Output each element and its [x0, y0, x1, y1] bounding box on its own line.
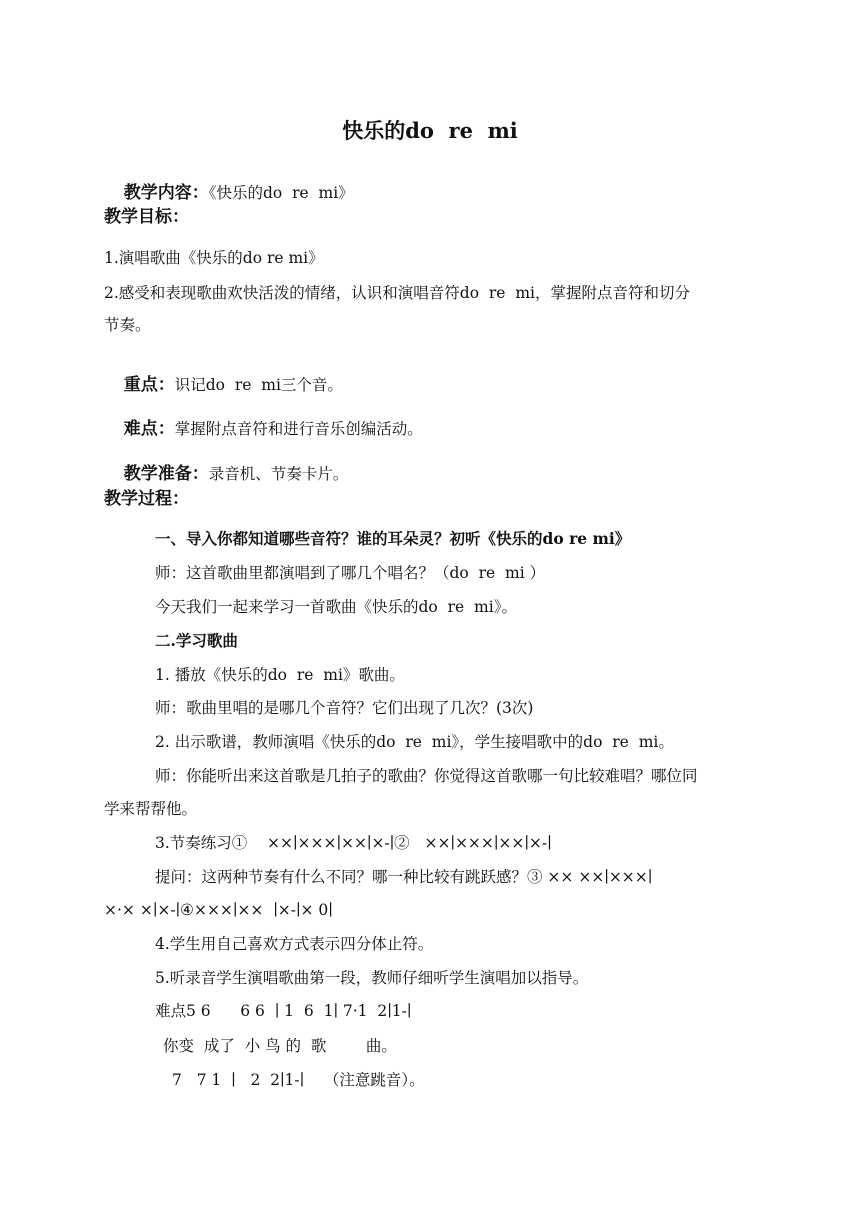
preparation-value: 录音机、节奏卡片。: [208, 465, 349, 483]
section-2-heading: 二.学习歌曲: [155, 631, 238, 650]
objective-item-1: 1.演唱歌曲《快乐的do re mi》: [104, 249, 324, 267]
process-line: 提问：这两种节奏有什么不同？哪一种比较有跳跃感？③ ×× ××∣×××∣: [155, 868, 653, 886]
difficulty-label: 难点：: [123, 419, 175, 439]
process-line: 师：歌曲里唱的是哪几个音符？它们出现了几次？(3次): [155, 699, 534, 717]
teaching-content-value: 《快乐的do re mi》: [208, 184, 354, 202]
process-line: 今天我们一起来学习一首歌曲《快乐的do re mi》。: [155, 598, 517, 616]
objective-item-2: 2.感受和表现歌曲欢快活泼的情绪，认识和演唱音符do re mi，掌握附点音符和切分: [104, 284, 690, 302]
process-line: 师：这首歌曲里都演唱到了哪几个唱名？（do re mi ）: [155, 564, 546, 582]
preparation-label: 教学准备：: [123, 464, 209, 484]
process-heading: 教学过程：: [104, 489, 189, 509]
rhythm-exercise-line: 3.节奏练习① ××∣×××∣××∣×-∣② ××∣×××∣××∣×-∣: [155, 834, 552, 852]
key-point-label: 重点：: [123, 375, 175, 395]
difficulty-value: 掌握附点音符和进行音乐创编活动。: [174, 420, 423, 438]
notation-line: 7 7 1 ∣ 2 2∣1-∣ （注意跳音）。: [172, 1071, 425, 1089]
process-line: 学来帮帮他。: [104, 800, 198, 818]
lyrics-line: 你变 成了 小 鸟 的 歌 曲。: [163, 1037, 397, 1055]
objectives-heading: 教学目标：: [104, 207, 189, 227]
section-1-heading: 一、导入你都知道哪些音符？谁的耳朵灵？初听《快乐的do re mi》: [155, 529, 631, 548]
process-line: 师：你能听出来这首歌是几拍子的歌曲？你觉得这首歌哪一句比较难唱？哪位同: [155, 767, 698, 785]
process-line: 4.学生用自己喜欢方式表示四分体止符。: [155, 935, 434, 953]
process-line: 5.听录音学生演唱歌曲第一段，教师仔细听学生演唱加以指导。: [155, 969, 589, 987]
key-point-value: 识记do re mi三个音。: [174, 376, 343, 394]
rhythm-exercise-line: ×·× ×∣×-∣④×××∣×× ∣×-∣× 0∣: [104, 901, 333, 919]
teaching-content-label: 教学内容：: [123, 183, 209, 203]
document-title: 快乐的do re mi: [342, 118, 518, 143]
process-line: 2. 出示歌谱，教师演唱《快乐的do re mi》，学生接唱歌中的do re mi。: [155, 733, 674, 751]
process-line: 1. 播放《快乐的do re mi》歌曲。: [155, 666, 405, 684]
objective-item-2-cont: 节奏。: [104, 316, 151, 334]
notation-line: 难点5 6 6 6 ∣ 1 6 1∣ 7·1 2∣1-∣: [155, 1002, 412, 1020]
